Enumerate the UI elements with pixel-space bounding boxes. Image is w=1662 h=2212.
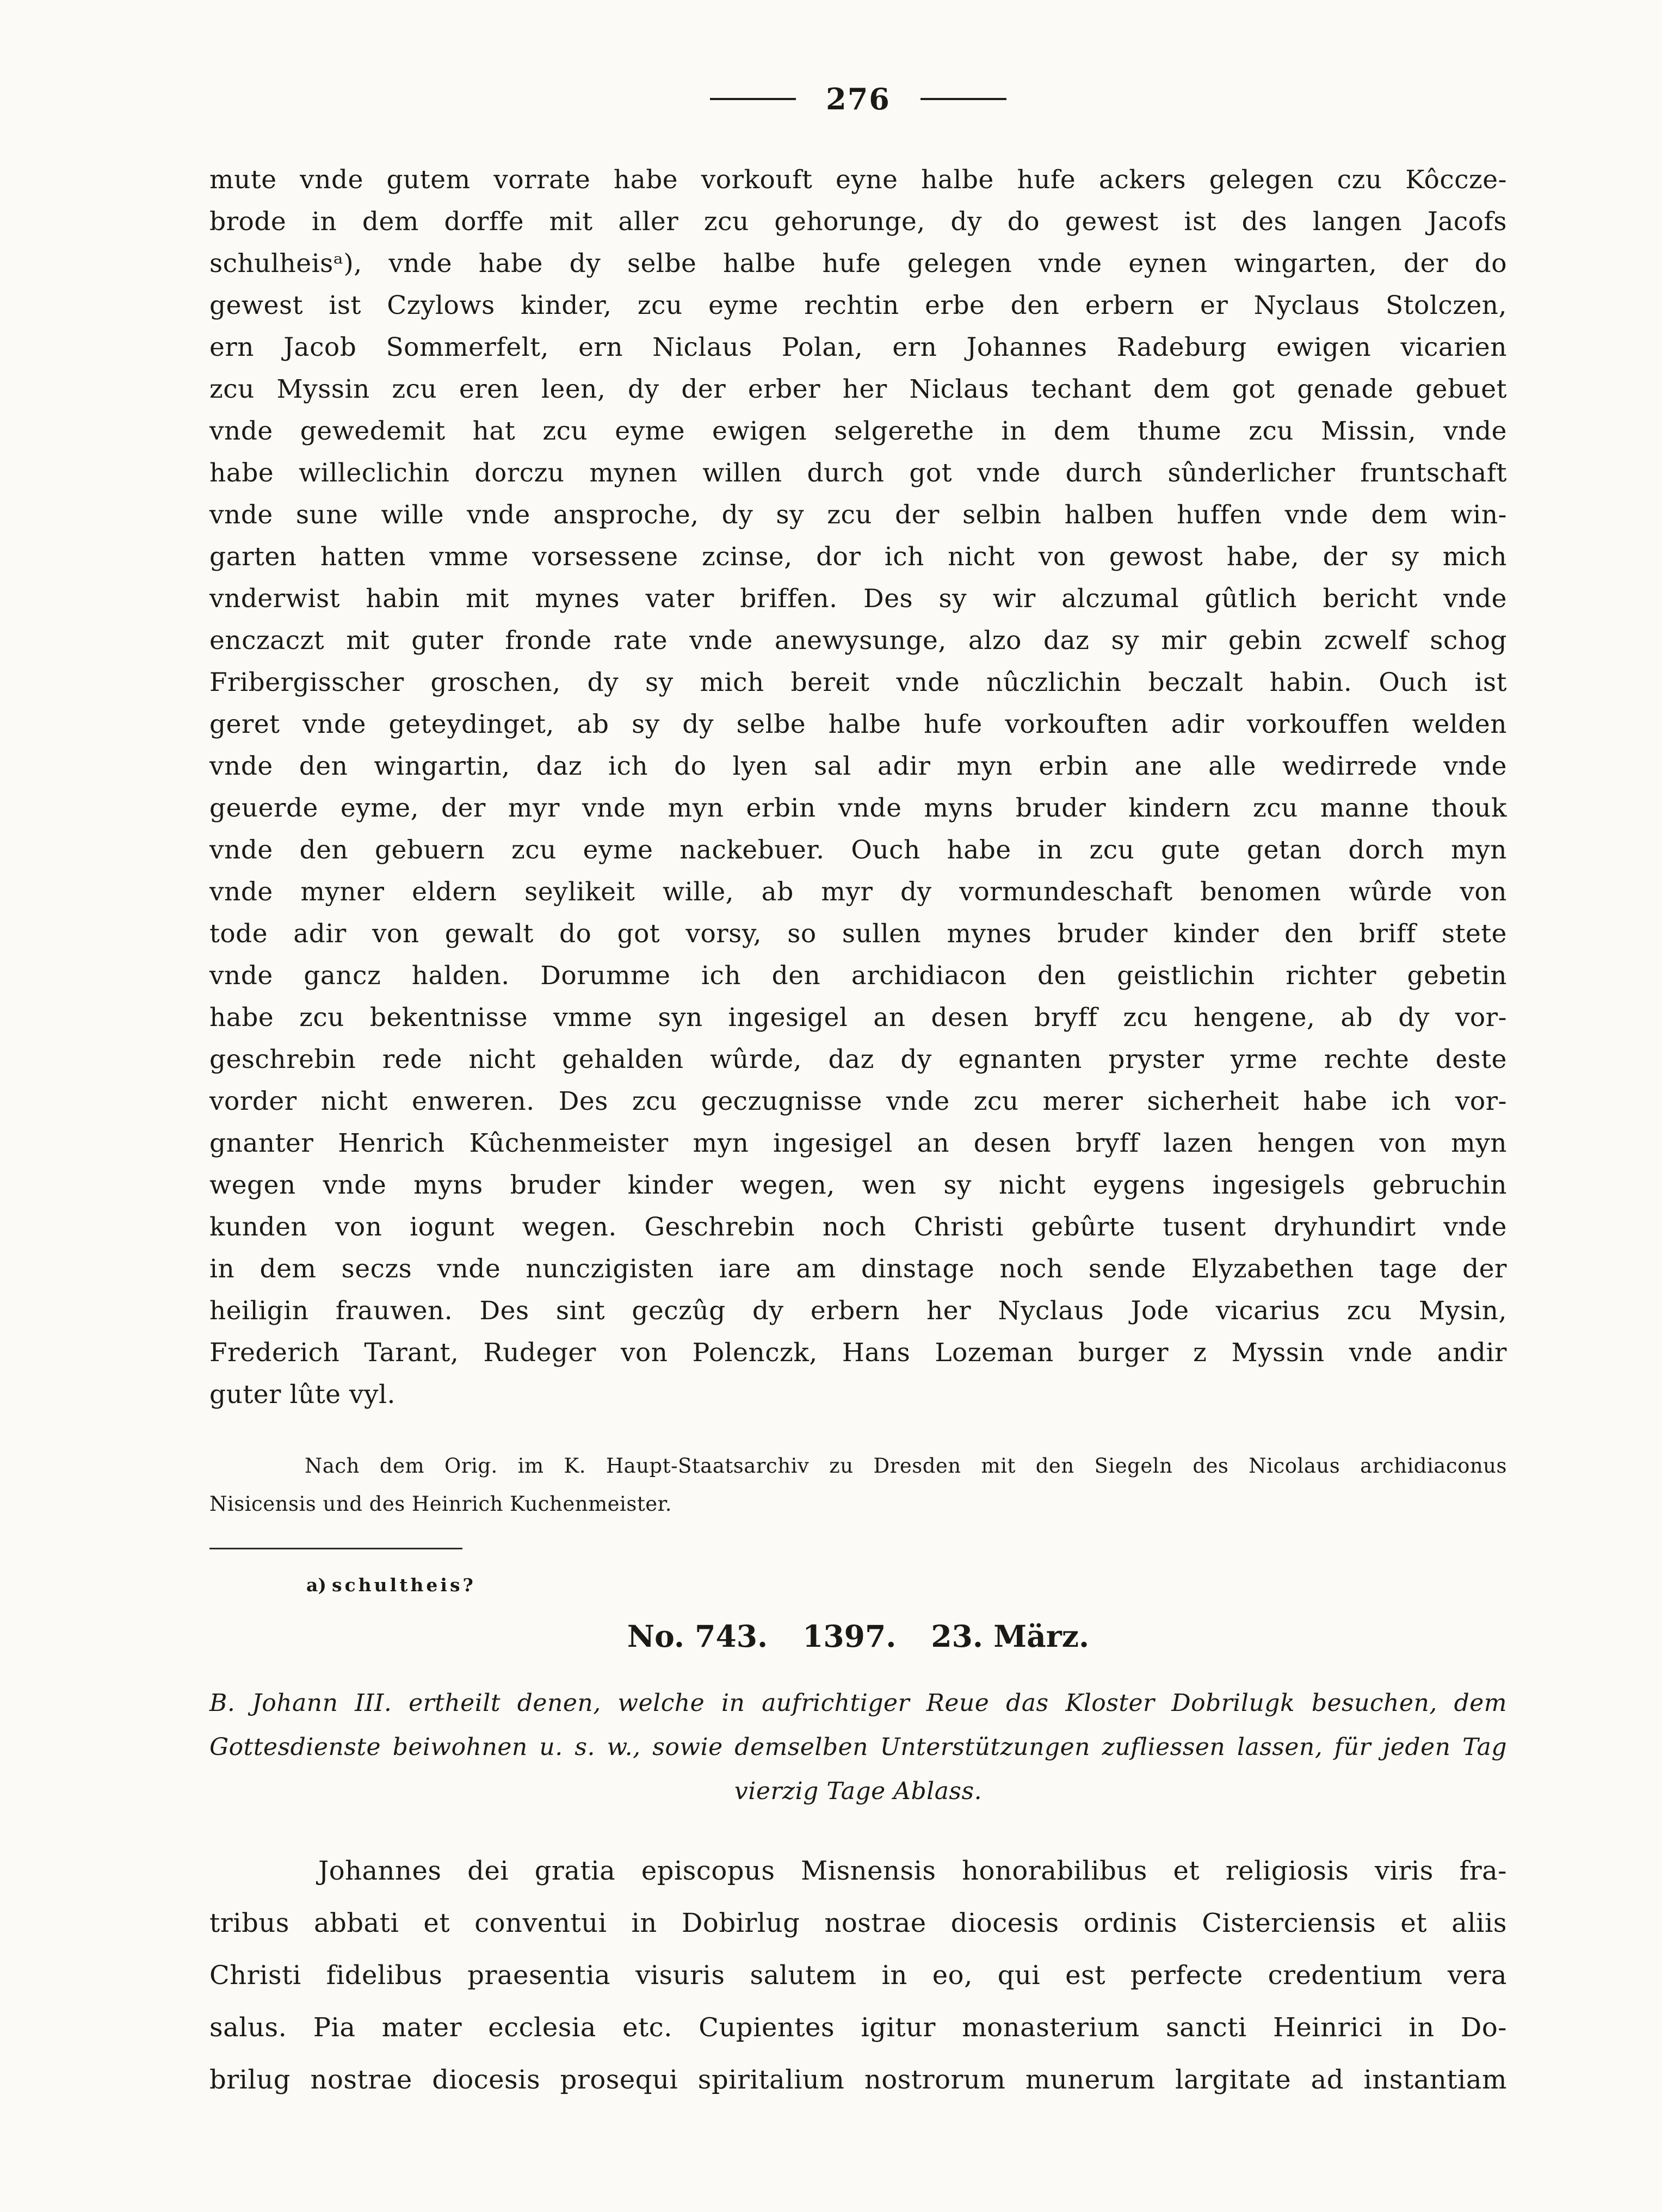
text-line: tribus abbati et conventui in Dobirlug nostrae diocesis ordinis Cisterciensis et aliis: [209, 1908, 1507, 1938]
text-line: garten hatten vmme vorsessene zcinse, dor ich nicht von gewost habe, der sy mich: [209, 542, 1507, 572]
page-number: 276: [826, 82, 891, 116]
text-line: wegen vnde myns bruder kinder wegen, wen sy nicht eygens ingesigels gebruchin: [209, 1170, 1507, 1200]
page-header: [209, 82, 1507, 116]
text-line: Johannes dei gratia episcopus Misnensis honorabilibus et religiosis viris fra-: [318, 1856, 1507, 1886]
footnote: [306, 1574, 1507, 1596]
source-note: [209, 1447, 1507, 1523]
entry-heading: [209, 1618, 1507, 1654]
text-line: geret vnde geteydinget, ab sy dy selbe halbe hufe vorkouften adir vorkouffen welden: [209, 709, 1507, 739]
text-line: vnde den gebuern zcu eyme nackebuer. Ouch habe in zcu gute getan dorch myn: [209, 835, 1507, 865]
header-rule-left: [710, 98, 796, 100]
text-line: kunden von iogunt wegen. Geschrebin noch Christi gebûrte tusent dryhundirt vnde: [209, 1212, 1507, 1242]
text-line: Nisicensis und des Heinrich Kuchenmeister.: [209, 1492, 672, 1516]
text-line: heiligin frauwen. Des sint geczûg dy erbern her Nyclaus Jode vicarius zcu Mysin,: [209, 1296, 1507, 1326]
charter-text: [209, 159, 1507, 1416]
text-line: ern Jacob Sommerfelt, ern Niclaus Polan, ern Johannes Radeburg ewigen vicarien: [209, 332, 1507, 362]
text-line: Fribergisscher groschen, dy sy mich bereit vnde nûczlichin beczalt habin. Ouch ist: [209, 668, 1507, 697]
text-line: Christi fidelibus praesentia visuris salutem in eo, qui est perfecte credentium vera: [209, 1960, 1507, 1991]
entry-body: [209, 1845, 1507, 2106]
text-line: habe willeclichin dorczu mynen willen durch got vnde durch sûnderlicher fruntschaft: [209, 458, 1507, 488]
text-line: mute vnde gutem vorrate habe vorkouft eyne halbe hufe ackers gelegen czu Kôccze-: [209, 165, 1507, 195]
text-line: geschrebin rede nicht gehalden wûrde, daz dy egnanten pryster yrme rechte deste: [209, 1045, 1507, 1074]
header-rule-right: [920, 98, 1006, 100]
text-line: guter lûte vyl.: [209, 1380, 396, 1410]
footnote-text: schultheis?: [332, 1574, 476, 1596]
text-line: vierzig Tage Ablass.: [734, 1777, 983, 1805]
text-line: vorder nicht enweren. Des zcu geczugnisse vnde zcu merer sicherheit habe ich vor-: [209, 1086, 1507, 1116]
entry-year: 1397.: [802, 1618, 897, 1654]
text-line: tode adir von gewalt do got vorsy, so sullen mynes bruder kinder den briff stete: [209, 919, 1507, 949]
text-line: enczaczt mit guter fronde rate vnde anewysunge, alzo daz sy mir gebin zcwelf schog: [209, 626, 1507, 656]
text-line: zcu Myssin zcu eren leen, dy der erber her Niclaus techant dem got genade gebuet: [209, 374, 1507, 404]
text-line: gewest ist Czylows kinder, zcu eyme rechtin erbe den erbern er Nyclaus Stolczen,: [209, 291, 1507, 320]
text-line: B. Johann III. ertheilt denen, welche in aufrichtiger Reue das Kloster Dobrilugk besuchen, dem: [209, 1689, 1507, 1717]
text-line: habe zcu bekentnisse vmme syn ingesigel an desen bryff zcu hengene, ab dy vor-: [209, 1003, 1507, 1033]
text-line: gnanter Henrich Kûchenmeister myn ingesigel an desen bryff lazen hengen von myn: [209, 1128, 1507, 1158]
text-line: vnde myner eldern seylikeit wille, ab myr dy vormundeschaft benomen wûrde von: [209, 877, 1507, 907]
entry-date: 23. März.: [931, 1618, 1090, 1654]
footnote-separator: [209, 1548, 462, 1549]
text-line: vnderwist habin mit mynes vater briffen. Des sy wir alczumal gûtlich bericht vnde: [209, 584, 1507, 614]
text-line: geuerde eyme, der myr vnde myn erbin vnde myns bruder kindern zcu manne thouk: [209, 793, 1507, 823]
page-content: [209, 82, 1507, 2106]
text-line: vnde sune wille vnde ansproche, dy sy zcu der selbin halben huffen vnde dem win-: [209, 500, 1507, 530]
text-line: vnde gancz halden. Dorumme ich den archidiacon den geistlichin richter gebetin: [209, 961, 1507, 991]
text-line: brode in dem dorffe mit aller zcu gehorunge, dy do gewest ist des langen Jacofs: [209, 207, 1507, 237]
text-line: brilug nostrae diocesis prosequi spiritalium nostrorum munerum largitate ad instantiam: [209, 2065, 1507, 2095]
text-line: salus. Pia mater ecclesia etc. Cupientes igitur monasterium sancti Heinrici in Do-: [209, 2012, 1507, 2043]
footnote-marker: a): [306, 1574, 326, 1596]
text-line: Nach dem Orig. im K. Haupt-Staatsarchiv zu Dresden mit den Siegeln des Nicolaus archidiaconus: [305, 1454, 1507, 1478]
text-line: vnde den wingartin, daz ich do lyen sal adir myn erbin ane alle wedirrede vnde: [209, 751, 1507, 781]
text-line: schulheisᵃ), vnde habe dy selbe halbe hufe gelegen vnde eynen wingarten, der do: [209, 249, 1507, 279]
entry-summary: [209, 1681, 1507, 1813]
text-line: vnde gewedemit hat zcu eyme ewigen selgerethe in dem thume zcu Missin, vnde: [209, 416, 1507, 446]
text-line: Frederich Tarant, Rudeger von Polenczk, Hans Lozeman burger z Myssin vnde andir: [209, 1338, 1507, 1368]
text-line: Gottesdienste beiwohnen u. s. w., sowie demselben Unterstützungen zufliessen lassen, für jeden Tag: [209, 1733, 1507, 1761]
text-line: in dem seczs vnde nunczigisten iare am dinstage noch sende Elyzabethen tage der: [209, 1254, 1507, 1284]
entry-number: No. 743.: [627, 1618, 768, 1654]
